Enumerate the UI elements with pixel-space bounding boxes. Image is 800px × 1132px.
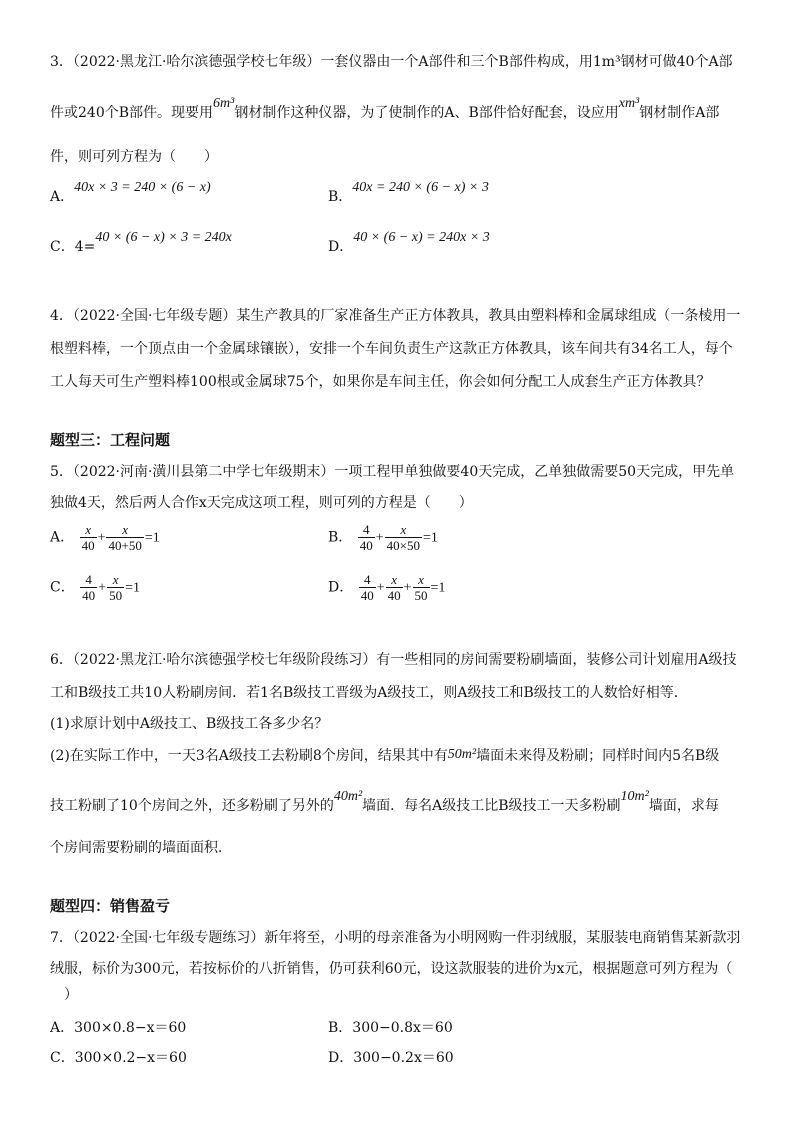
plus-sign: + bbox=[403, 580, 412, 596]
section-heading-engineering: 题型三：工程问题 bbox=[50, 431, 171, 449]
frac-denominator: 40 bbox=[359, 538, 373, 553]
q7-line-2: 绒服，标价为300元，若按标价的八折销售，仍可获利60元，设这款服装的进价为x元，根据题意可列方程为（ bbox=[50, 961, 733, 977]
frac-denominator: 40 bbox=[360, 588, 374, 603]
frac-numerator: 4 bbox=[80, 572, 97, 588]
frac-denominator: 40×50 bbox=[386, 538, 420, 553]
q6-inline-40m2: 40m² bbox=[333, 789, 363, 804]
q3-line-3: 件，则可列方程为（ ） bbox=[50, 149, 218, 165]
q5-option-a-label: A． bbox=[50, 529, 75, 546]
q4-line-2: 根塑料棒，一个顶点由一个金属球镶嵌），安排一个车间负责生产这款正方体教具，该车间共有34名工人，每个 bbox=[50, 341, 733, 357]
q5-option-b[interactable] bbox=[328, 522, 438, 553]
q6-line-5-text-c: 墙面，求每 bbox=[648, 798, 719, 814]
q3-line-2-text-c: 钢材制作A部 bbox=[639, 105, 720, 121]
q5-option-c-frac-1 bbox=[80, 572, 97, 603]
q5-option-a-frac-2 bbox=[106, 522, 143, 553]
q3-option-a-expr: 40x × 3 = 240 × (6 − x) bbox=[74, 180, 211, 195]
q3-inline-xm3: xm³ bbox=[618, 96, 640, 111]
frac-numerator: 4 bbox=[359, 572, 376, 588]
q7-option-a[interactable] bbox=[50, 1017, 186, 1039]
frac-denominator: 50 bbox=[414, 588, 428, 603]
q6-line-4-text-b: 墙面未来得及粉刷；同样时间内5名B级 bbox=[476, 748, 720, 764]
q7-option-c-expr: 300×0.2−x＝60 bbox=[74, 1050, 187, 1066]
q3-option-d[interactable] bbox=[328, 226, 490, 255]
q5-line-1: 5．（2022·河南·潢川县第二中学七年级期末）一项工程甲单独做要40天完成，乙单独做需要50天完成，甲先单 bbox=[50, 464, 735, 480]
equals-one: =1 bbox=[423, 530, 438, 546]
q5-option-d-frac-1 bbox=[359, 572, 376, 603]
q5-option-c-label: C． bbox=[50, 579, 75, 596]
frac-numerator: x bbox=[80, 522, 97, 538]
q3-line-2 bbox=[50, 96, 720, 124]
q5-option-d-frac-2 bbox=[386, 572, 403, 603]
q3-inline-6m3: 6m³ bbox=[213, 96, 235, 111]
q3-line-2-text-a: 件或240个B部件。现要用 bbox=[50, 105, 214, 121]
plus-sign: + bbox=[97, 530, 106, 546]
q3-option-b-label: B． bbox=[328, 189, 353, 205]
q6-line-5-text-b: 墙面．每名A级技工比B级技工一天多粉刷 bbox=[362, 798, 621, 814]
q7-option-b-expr: 300−0.8x＝60 bbox=[352, 1020, 453, 1036]
q3-option-d-expr: 40 × (6 − x) = 240x × 3 bbox=[353, 230, 490, 245]
q7-option-a-expr: 300×0.8−x＝60 bbox=[74, 1020, 187, 1036]
plus-sign: + bbox=[375, 530, 384, 546]
q3-line-1: 3．（2022·黑龙江·哈尔滨德强学校七年级）一套仪器由一个A部件和三个B部件构成，用1m³钢材可做40个A部 bbox=[50, 54, 733, 70]
q6-inline-10m2: 10m² bbox=[620, 789, 649, 804]
section-heading-sales: 题型四：销售盈亏 bbox=[50, 897, 171, 915]
q3-option-b-expr: 40x = 240 × (6 − x) × 3 bbox=[352, 180, 489, 195]
plus-sign: + bbox=[376, 580, 385, 596]
q7-option-d-label: D． bbox=[328, 1050, 354, 1066]
q5-option-b-label: B． bbox=[328, 529, 353, 546]
equals-one: =1 bbox=[430, 580, 446, 596]
equals-one: =1 bbox=[144, 530, 160, 546]
q7-line-1: 7．（2022·全国·七年级专题练习）新年将至，小明的母亲准备为小明网购一件羽绒服，某服装电商销售某新款羽 bbox=[50, 930, 741, 946]
frac-numerator: x bbox=[386, 572, 403, 588]
frac-numerator: 4 bbox=[358, 522, 375, 538]
q3-option-a[interactable] bbox=[50, 176, 211, 205]
q7-option-d-expr: 300−0.2x＝60 bbox=[353, 1050, 454, 1066]
frac-numerator: x bbox=[413, 572, 430, 588]
q7-option-d[interactable] bbox=[328, 1047, 454, 1069]
q4-line-3: 工人每天可生产塑料棒100根或金属球75个，如果你是车间主任，你会如何分配工人成套生产正方体教具？ bbox=[50, 374, 711, 390]
q4-line-1: 4．（2022·全国·七年级专题）某生产教具的厂家准备生产正方体教具，教具由塑料棒和金属球组成（一条棱用一 bbox=[50, 308, 741, 324]
q3-option-d-label: D． bbox=[328, 239, 354, 255]
q3-line-2-text-b: 钢材制作这种仪器，为了使制作的A、B部件恰好配套，设应用 bbox=[234, 105, 619, 121]
q5-option-a-frac-1 bbox=[80, 522, 97, 553]
q5-option-c-frac-2 bbox=[107, 572, 124, 603]
q3-option-b[interactable] bbox=[328, 176, 489, 205]
frac-denominator: 50 bbox=[109, 588, 123, 603]
q5-option-c[interactable] bbox=[50, 572, 140, 603]
q5-option-d-label: D． bbox=[328, 579, 354, 596]
frac-denominator: 40 bbox=[81, 538, 95, 553]
q6-inline-50m2: 50m² bbox=[447, 747, 477, 762]
frac-denominator: 40 bbox=[82, 588, 96, 603]
q3-option-c-label: C．4= bbox=[50, 239, 96, 255]
q7-option-c[interactable] bbox=[50, 1047, 187, 1069]
q5-line-2: 独做4天，然后两人合作x天完成这项工程，则可列的方程是（ ） bbox=[50, 495, 473, 511]
q7-line-3: ） bbox=[50, 987, 78, 1003]
q6-line-5 bbox=[50, 789, 719, 817]
plus-sign: + bbox=[98, 580, 107, 596]
equals-one: =1 bbox=[125, 580, 140, 596]
frac-numerator: x bbox=[385, 522, 422, 538]
q3-option-c[interactable] bbox=[50, 226, 232, 255]
q6-line-2: 工和B级技工共10人粉刷房间．若1名B级技工晋级为A级技工，则A级技工和B级技工的人数恰好相等． bbox=[50, 685, 688, 701]
q6-line-3: (1)求原计划中A级技工、B级技工各多少名？ bbox=[50, 716, 329, 732]
frac-denominator: 40 bbox=[387, 588, 401, 603]
frac-numerator: x bbox=[107, 572, 124, 588]
q3-option-c-expr: 40 × (6 − x) × 3 = 240x bbox=[95, 230, 232, 245]
q6-line-5-text-a: 技工粉刷了10个房间之外，还多粉刷了另外的 bbox=[50, 798, 334, 814]
q5-option-a[interactable] bbox=[50, 522, 160, 553]
q7-option-b[interactable] bbox=[328, 1017, 453, 1039]
q7-option-c-label: C． bbox=[50, 1050, 75, 1066]
q6-line-4-text-a: (2)在实际工作中，一天3名A级技工去粉刷8个房间，结果其中有 bbox=[50, 748, 448, 764]
q5-option-b-frac-2 bbox=[385, 522, 422, 553]
frac-denominator: 40+50 bbox=[108, 538, 142, 553]
q7-option-b-label: B． bbox=[328, 1020, 353, 1036]
q3-option-a-label: A． bbox=[50, 189, 75, 205]
frac-numerator: x bbox=[106, 522, 143, 538]
q6-line-6: 个房间需要粉刷的墙面面积． bbox=[50, 840, 232, 856]
q5-option-d[interactable] bbox=[328, 572, 445, 603]
q5-option-b-frac-1 bbox=[358, 522, 375, 553]
q5-option-d-frac-3 bbox=[413, 572, 430, 603]
q6-line-4 bbox=[50, 746, 719, 767]
q7-option-a-label: A． bbox=[50, 1020, 75, 1036]
q6-line-1: 6．（2022·黑龙江·哈尔滨德强学校七年级阶段练习）有一些相同的房间需要粉刷墙面，装修公司计划雇用A级技 bbox=[50, 652, 737, 668]
